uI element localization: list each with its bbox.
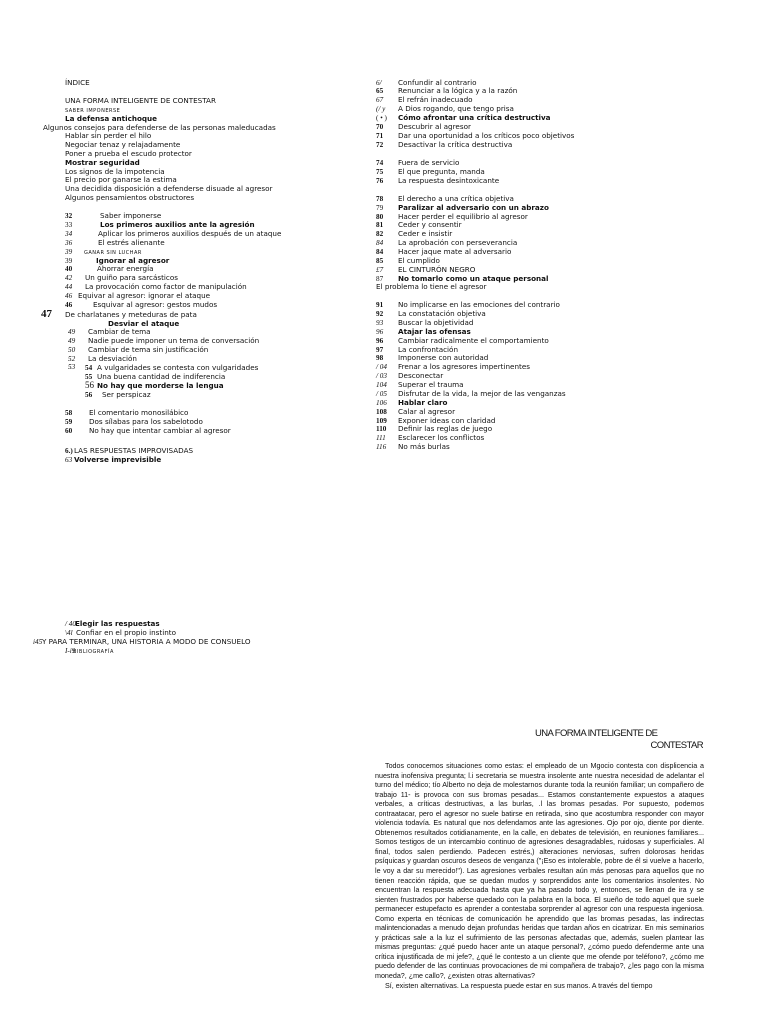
page-number: / 03 [376,372,387,380]
page-number: 84 [376,248,384,256]
index-entry [65,362,75,372]
page-number: 93 [376,319,384,327]
page-number: 76 [376,177,384,185]
page-number: 79 [376,204,384,212]
index-entry [376,176,499,186]
body-text [375,762,704,991]
entry-title: Un guiño para sarcásticos [85,273,179,282]
page-number: 74 [376,159,384,167]
entry-title: No hay que morderse la lengua [97,381,224,390]
page-number: 110 [376,425,387,433]
entry-title: De charlatanes y meteduras de pata [65,310,197,319]
page-number: (/ y [376,105,386,113]
entry-title: Fuera de servicio [398,158,460,167]
body-paragraph-1: Todos conocemos situaciones como estas: el empleado de un Mgocio contesta con displicencia a nuestra inofensiva pregunta; l.i secretaria se muestra insolente ante nuestra necesidad de adelantar el turno del médico; tío Alberto no deja de molestarnos durante toda la reunión familiar; un compañero de trabajo 11- is provoca con sus bromas pesadas... Estamos constantemente expuestos a ataques verbales, a críticas destructivas, a las burlas, .l las bromas pesadas. Por supuesto, podemos contraatacar, pero el agresor no suele batirse en retirada, sino que acostumbra responder con mayor violencia todavía. Es natural que nos defendamos ante las agresiones. Ojo por ojo, diente por diente. Obtenemos resultados cotidianamente, en la calle, en debates de televisión, en reuniones familiares... Somos testigos de un intercambio continuo de agresiones desagradables, ruidosas y superficiales. Al final, todos salen perdiendo. Padecen estrés,) alteraciones nerviosas, sufren dolorosas heridas psíquicas y guardan oscuros deseos de venganza ("¡Eso es intolerable, pobre de él si vuelve a hacerlo, le voy a dar su merecido!"). Las agresiones verbales resultan aún más penosas para aquellos que no tienen reacción rápida, que se quedan mudos y sorprendidos ante los comentarios insolentes. No encuentran la respuesta adecuada hasta que ya ha pasado todo y, entonces, se llenan de ira y se sienten frustrados por haberse quedado con la palabra en la boca. El sueño de todo aquel que suele permanecer estupefacto es aprender a contestaba sorprender al agresor con una respuesta ingeniosa. Como experta en técnicas de comunicación he aprendido que las bromas pesadas, las indirectas malintencionadas a menudo dejan profundas heridas que tardan años en cicatrizar. En mis seminarios y prácticas sale a la luz el sufrimiento de las personas afectadas que, además, suelen plantear las mismas preguntas: ¿qué puedo hacer ante un ataque personal?, ¿cómo puedo defenderme ante una crítica injustificada de mi jefe?, ¿qué le contesto a un cliente que me ofende por teléfono?, ¿cómo me puedo defender de las continuas provocaciones de mi compañera de trabajo?, ¿les pago con la misma moneda?, ¿me callo?, ¿existen otras alternativas? [375,762,704,981]
page-number: 56 [85,391,93,399]
page-number: 82 [376,230,384,238]
entry-title: El derecho a una crítica objetiva [398,194,514,203]
entry-title: Frenar a los agresores impertinentes [398,362,530,371]
entry-title: Algunos pensamientos obstructores [65,193,195,202]
page-number: 56 [85,380,94,390]
index-entry [65,455,161,465]
page-number: I-i9 [65,647,76,655]
page-number: 49 [68,328,76,336]
entry-title: Algunos consejos para defenderse de las personas maleducadas [43,123,276,132]
entry-title: Saber imponerse [100,211,162,220]
page-number: 97 [376,346,384,354]
entry-title: A vulgaridades se contesta con vulgaridades [97,363,259,372]
page-number: 85 [376,257,384,265]
page-number: / 04 [376,363,387,371]
entry-title: Cambiar radicalmente el comportamiento [398,336,549,345]
entry-title: La confrontación [398,345,459,354]
page-number: i45 [33,638,43,646]
page-number: 81 [376,221,384,229]
page-number: 59 [65,418,73,426]
section-heading-line1: UNA FORMA INTELIGENTE DE [535,728,658,739]
entry-title: Paralizar al adversario con un abrazo [398,203,549,212]
entry-title: Los signos de la impotencia [65,167,165,176]
page-number: 53 [68,363,76,371]
index-entry [65,158,140,167]
entry-title: Aplicar los primeros auxilios después de un ataque [98,229,282,238]
entry-title: Exponer ideas con claridad [398,416,496,425]
page-number: 54 [85,364,93,372]
entry-title: Negociar tenaz y relajadamente [65,140,181,149]
index-entry [41,310,197,319]
page-number: 42 [65,274,73,282]
entry-title: Cambiar de tema [88,327,151,336]
section-heading [535,728,703,752]
entry-title: ÍNDICE [65,78,90,87]
entry-title: No tomarlo como un ataque personal [398,274,549,283]
index-entry [65,131,151,140]
entry-title: Elegir las respuestas [75,619,160,628]
page-number: 98 [376,354,384,362]
entry-title: LAS RESPUESTAS IMPROVISADAS [74,446,194,455]
page-number: 46 [65,292,73,300]
page-number: 46 [65,301,73,309]
page-number: \4l [65,629,73,637]
page-number: 36 [65,239,73,247]
section-heading-line2: CONTESTAR [650,740,703,751]
entry-title: GANAR SIN LUCHAR [84,250,142,256]
page-number: 40 [65,265,73,273]
page-number: 52 [68,355,76,363]
entry-title: La provocación como factor de manipulación [85,282,247,291]
entry-title: Desviar el ataque [108,319,180,328]
page-number: 104 [376,381,387,389]
entry-title: Superar el trauma [398,380,464,389]
page-number: 92 [376,310,384,318]
page-number: 49 [68,337,76,345]
page-number: 84 [376,239,384,247]
entry-title: Ignorar al agresor [96,256,170,265]
page-number: 55 [85,373,93,381]
entry-title: Una buena cantidad de indiferencia [97,372,226,381]
page-number: 80 [376,213,384,221]
entry-title: El cumplido [398,256,440,265]
entry-title: Hacer perder el equilibrio al agresor [398,212,528,221]
index-entry [65,193,194,202]
page-number: 39 [65,248,73,256]
entry-title: Dar una oportunidad a los críticos poco objetivos [398,131,575,140]
page-number: / 05 [376,390,387,398]
entry-title: Ahorrar energía [97,264,154,273]
entry-title: Los primeros auxilios ante la agresión [100,220,255,229]
page-number: 32 [65,212,73,220]
index-entry [376,140,512,150]
index-entry [65,114,157,123]
entry-title: Ser perspicaz [102,390,151,399]
entry-title: EL CINTURÓN NEGRO [398,265,476,274]
entry-title: Equivar al agresor: ignorar el ataque [78,291,211,300]
page-number: / 40 [65,620,76,628]
entry-title: Desconectar [398,371,444,380]
page-number: 47 [41,308,52,320]
index-entry [376,282,486,291]
page-number: £7 [376,266,384,274]
entry-title: Hablar claro [398,398,448,407]
entry-title: BIBLIOGRAFÍA [73,649,114,655]
page-number: 108 [376,408,387,416]
page-number: 70 [376,123,384,131]
entry-title: El estrés alienante [98,238,165,247]
page-number: 44 [65,283,73,291]
entry-title: La desviación [88,354,137,363]
entry-title: La constatación objetiva [398,309,486,318]
entry-title: SABER IMPONERSE [65,108,121,114]
page-number: 111 [376,434,386,442]
page-number: 96 [376,328,384,336]
entry-title: No implicarse en las emociones del contrario [398,300,560,309]
entry-title: Cambiar de tema sin justificación [88,345,209,354]
entry-title: La defensa antichoque [65,114,158,123]
entry-title: El problema lo tiene el agresor [376,282,487,291]
page-number: 116 [376,443,387,451]
entry-title: Imponerse con autoridad [398,353,489,362]
entry-title: Nadie puede imponer un tema de conversación [88,336,260,345]
index-entry [65,175,177,184]
entry-title: La aprobación con perseverancia [398,238,518,247]
entry-title: Renunciar a la lógica y a la razón [398,86,518,95]
page-number: 39 [65,257,73,265]
page-number: 6/ [376,79,382,87]
page-number: 65 [376,87,384,95]
page-number: 106 [376,399,387,407]
entry-title: Dos sílabas para los sabelotodo [89,417,203,426]
entry-title: UNA FORMA INTELIGENTE DE CONTESTAR [65,96,216,105]
entry-title: La respuesta desintoxicante [398,176,500,185]
entry-title: Hacer jaque mate al adversario [398,247,512,256]
entry-title: Mostrar seguridad [65,158,140,167]
index-entry [65,646,114,657]
page-number: 87 [376,275,384,283]
entry-title: Y PARA TERMINAR, UNA HISTORIA A MODO DE CONSUELO [42,637,251,646]
page-number: 58 [65,409,73,417]
entry-title: Ceder y consentir [398,220,462,229]
index-entry [85,390,151,400]
index-entry [65,300,217,310]
entry-title: El precio por ganarse la estima [65,175,177,184]
entry-title: Definir las reglas de juego [398,424,493,433]
entry-title: Esquivar al agresor: gestos mudos [93,300,218,309]
entry-title: El comentario monosilábico [89,408,189,417]
entry-title: El refrán inadecuado [398,95,473,104]
page-number: 50 [68,346,76,354]
page-number: 72 [376,141,384,149]
page-number: 78 [376,195,384,203]
page-number: ( • ) [376,114,387,122]
entry-title: Confiar en el propio instinto [76,628,176,637]
entry-title: Cómo afrontar una crítica destructiva [398,113,551,122]
page-number: 67 [376,96,384,104]
page-number: 34 [65,230,73,238]
page-number: 6.) [65,447,73,455]
page-number: 71 [376,132,384,140]
page-number: 75 [376,168,384,176]
page-number: 33 [65,221,73,229]
page-number: 109 [376,417,387,425]
entry-title: No más burlas [398,442,450,451]
index-entry [65,426,231,436]
page-number: 91 [376,301,384,309]
entry-title: El que pregunta, manda [398,167,485,176]
entry-title: Buscar la objetividad [398,318,474,327]
body-paragraph-2: Sí, existen alternativas. La respuesta puede estar en sus manos. A través del tiempo [385,981,653,990]
index-entry [65,149,192,158]
index-entry [65,78,90,87]
page-number: 63 [65,456,73,464]
entry-title: Una decidida disposición a defenderse disuade al agresor [65,184,273,193]
entry-title: No hay que intentar cambiar al agresor [89,426,231,435]
entry-title: Descubrir al agresor [398,122,471,131]
page-number: 96 [376,337,384,345]
entry-title: Volverse imprevisible [74,455,162,464]
page-number: 60 [65,427,73,435]
index-entry [85,381,224,390]
index-entry [65,184,273,193]
entry-title: Confundir al contrario [398,78,477,87]
index-entry [376,442,450,452]
index-entry [65,140,180,149]
entry-title: Desactivar la crítica destructiva [398,140,513,149]
entry-title: Atajar las ofensas [398,327,471,336]
entry-title: A Dios rogando, que tengo prisa [398,104,514,113]
entry-title: Esclarecer los conflictos [398,433,485,442]
entry-title: Poner a prueba el escudo protector [65,149,192,158]
entry-title: Hablar sin perder el hilo [65,131,152,140]
entry-title: Disfrutar de la vida, la mejor de las venganzas [398,389,566,398]
index-entry [65,96,216,105]
entry-title: Calar al agresor [398,407,456,416]
entry-title: Ceder e insistir [398,229,453,238]
